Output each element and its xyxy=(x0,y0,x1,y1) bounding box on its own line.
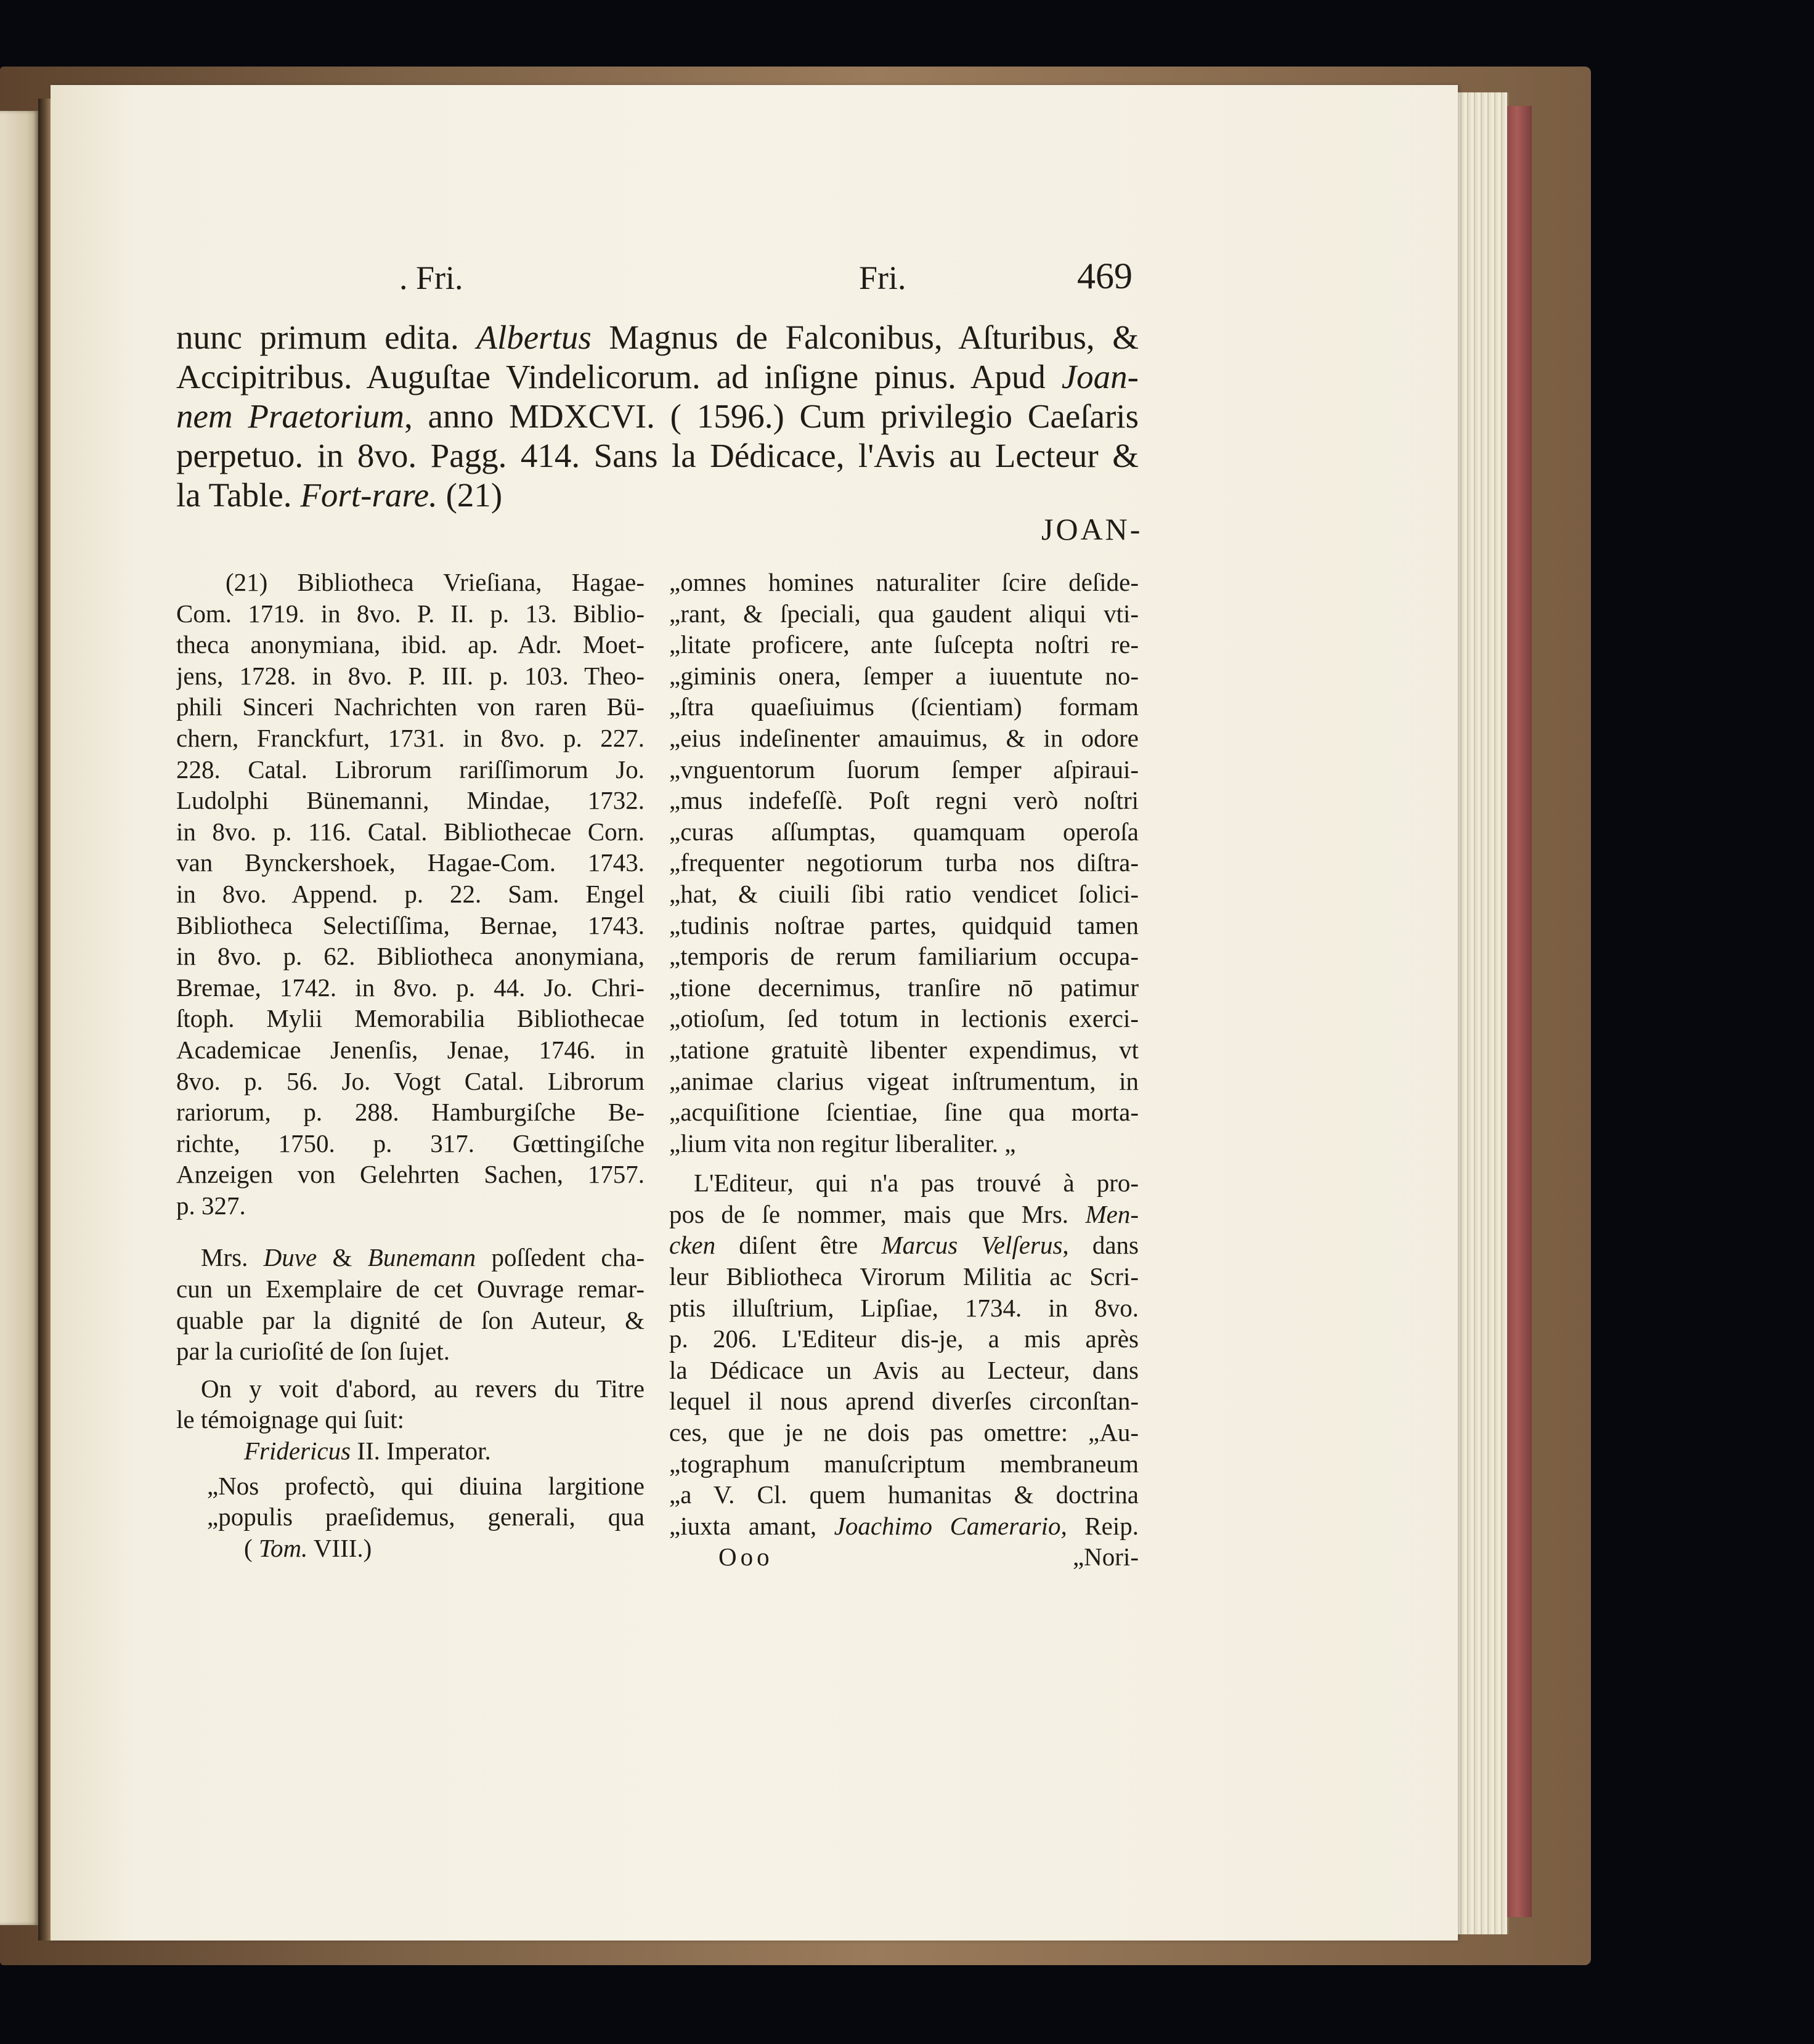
catchword-top: JOAN- xyxy=(1041,512,1143,546)
top-line xyxy=(176,357,1139,397)
quote-line: „ſtra quaeſiuimus (ſcientiam) formam xyxy=(669,692,1139,721)
signature-line xyxy=(669,1541,1139,1573)
quote-line: „tatione gratuitè libenter expendimus, vt xyxy=(669,1035,1139,1064)
footnote-line: chern, Franckfurt, 1731. in 8vo. p. 227. xyxy=(176,723,645,752)
leaf-edges xyxy=(1507,106,1532,1917)
top-line xyxy=(176,397,1139,436)
top-line-run: nem Praetorium xyxy=(176,397,404,435)
footnote-line: 228. Catal. Librorum rariſſimorum Jo. xyxy=(176,755,645,784)
footnote-line: Bibliotheca Selectiſſima, Bernae, 1743. xyxy=(176,910,645,939)
emperor-title xyxy=(176,1435,645,1467)
top-last-line-run: (21) xyxy=(437,476,503,514)
quote-line: „temporis de rerum familiarium occupa- xyxy=(669,942,1139,971)
paragraph-editeur-line xyxy=(669,1261,1139,1292)
paragraph-editeur-line xyxy=(669,1448,1139,1480)
paragraph-editeur-line-run: lequel il nous aprend diverſes circonſtan- xyxy=(669,1387,1139,1416)
paragraph-editeur-line xyxy=(669,1292,1139,1324)
paragraph-editeur-line xyxy=(669,1355,1139,1386)
paragraph-editeur-line-run: „a V. Cl. quem humanitas & doctrina xyxy=(669,1480,1139,1509)
footnote-21 xyxy=(176,567,645,1221)
emperor-name: Fridericus xyxy=(244,1437,351,1466)
paragraph-editeur-line-run: ptis illuſtrium, Lipſiae, 1734. in 8vo. xyxy=(669,1293,1139,1322)
paragraph-editeur-line-run: Reip. xyxy=(1067,1511,1139,1540)
paragraph-editeur-line-run: , dans xyxy=(1062,1231,1139,1260)
paragraph-owners-line-run: & xyxy=(317,1243,368,1272)
quote-line: „tione decernimus, tranſire nō patimur xyxy=(669,973,1139,1002)
paragraph-editeur-line xyxy=(669,1199,1139,1230)
paragraph-owners-line-run: Mrs. xyxy=(201,1243,264,1272)
quote-line: „omnes homines naturaliter ſcire deſide- xyxy=(669,568,1139,596)
footnote-line: in 8vo. Append. p. 22. Sam. Engel xyxy=(176,879,645,908)
paragraph-owners xyxy=(176,1242,645,1366)
book-gutter xyxy=(38,99,52,1941)
top-line-run: , anno MDXCVI. ( 1596.) Cum privilegio Caeſaris xyxy=(404,397,1139,435)
quote-line: „vnguentorum ſuorum ſemper aſpiraui- xyxy=(669,755,1139,784)
top-last-line-run: la Table. xyxy=(176,476,301,514)
paragraph-editeur-line-run: Marcus Velſerus xyxy=(881,1231,1063,1260)
footnote-line: (21) Bibliotheca Vrieſiana, Hagae- xyxy=(226,568,645,596)
paragraph-editeur-line xyxy=(669,1230,1139,1261)
paragraph-editeur-line xyxy=(669,1385,1139,1417)
quote-line: „tudinis noſtrae partes, quidquid tamen xyxy=(669,910,1139,939)
signature-tom-label: Tom. xyxy=(258,1533,308,1562)
paragraph-editeur-line-run: Joachimo Camerario, xyxy=(834,1511,1067,1540)
right-column xyxy=(669,567,1139,1573)
paragraph-editeur-line-run: „tographum manuſcriptum membraneum xyxy=(669,1449,1139,1478)
quote-line: „acquiſitione ſcientiae, ſine qua morta- xyxy=(669,1098,1139,1127)
paragraph-owners-line-run: poſſedent cha- xyxy=(476,1243,645,1272)
paragraph-revers-line: On y voit d'abord, au revers du Titre xyxy=(201,1374,645,1403)
top-line xyxy=(176,318,1139,357)
top-line-run: Albertus xyxy=(476,318,592,356)
paragraph-revers-last: le témoignage qui ſuit: xyxy=(176,1405,405,1434)
footnote-line: Bremae, 1742. in 8vo. p. 44. Jo. Chri- xyxy=(176,973,645,1002)
top-line-run: Accipitribus. Auguſtae Vindelicorum. ad inſigne pinus. Apud xyxy=(176,358,1062,395)
footnote-line: jens, 1728. in 8vo. P. III. p. 103. Theo- xyxy=(176,661,645,690)
footnote-line: van Bynckershoek, Hagae-Com. 1743. xyxy=(176,848,645,877)
top-line-run: Joan- xyxy=(1061,358,1139,395)
page-stack-edge xyxy=(1450,92,1509,1934)
paragraph-owners-line-run: Bunemann xyxy=(367,1243,476,1272)
paragraph-owners-last: par la curioſité de ſon ſujet. xyxy=(176,1337,450,1366)
paragraph-editeur-line-run: Men- xyxy=(1085,1199,1139,1228)
catchword-bottom: „Nori- xyxy=(1072,1543,1139,1572)
top-text-block xyxy=(176,318,1139,515)
quote-line: „rant, & ſpeciali, qua gaudent aliqui vti- xyxy=(669,599,1139,628)
footnote-line: ſtoph. Mylii Memorabilia Bibliothecae xyxy=(176,1004,645,1033)
footnote-line: theca anonymiana, ibid. ap. Adr. Moet- xyxy=(176,630,645,659)
paragraph-owners-line xyxy=(176,1242,645,1273)
paragraph-editeur-line xyxy=(669,1479,1139,1511)
footnote-line: 8vo. p. 56. Jo. Vogt Catal. Librorum xyxy=(176,1066,645,1095)
left-page-edge xyxy=(0,111,38,1925)
paragraph-editeur-line-run: cken xyxy=(669,1231,716,1260)
paragraph-editeur-line-run: ces, que je ne dois pas omettre: „Au- xyxy=(669,1418,1139,1447)
paragraph-revers xyxy=(176,1373,645,1435)
page-number: 469 xyxy=(1077,256,1133,296)
paragraph-owners-line xyxy=(176,1273,645,1305)
footnote-line: in 8vo. p. 116. Catal. Bibliothecae Corn. xyxy=(176,817,645,846)
paragraph-editeur-line xyxy=(669,1323,1139,1355)
top-line-run: perpetuo. in 8vo. Pagg. 414. Sans la Dédicace, l'Avis au Lecteur & xyxy=(176,437,1139,474)
paragraph-editeur-line-run: p. 206. L'Editeur dis-je, a mis après xyxy=(669,1324,1139,1353)
footnote-line: rariorum, p. 288. Hamburgiſche Be- xyxy=(176,1098,645,1127)
paragraph-editeur-line-run: pos de ſe nommer, mais que Mrs. xyxy=(669,1199,1086,1228)
quote-line: „frequenter negotiorum turba nos diſtra- xyxy=(669,848,1139,877)
paragraph-editeur xyxy=(669,1167,1139,1541)
paragraph-editeur-line xyxy=(669,1167,1139,1199)
paragraph-editeur-line-run: leur Bibliotheca Virorum Militia ac Scri- xyxy=(669,1262,1139,1291)
footnote-line: in 8vo. p. 62. Bibliotheca anonymiana, xyxy=(176,942,645,971)
footnote-line: Ludolphi Bünemanni, Mindae, 1732. xyxy=(176,786,645,815)
quote-line: „otioſum, ſed totum in lectionis exerci- xyxy=(669,1004,1139,1033)
footnote-line: Com. 1719. in 8vo. P. II. p. 13. Biblio- xyxy=(176,599,645,628)
paragraph-owners-line-run: cun un Exemplaire de cet Ouvrage remar- xyxy=(176,1275,645,1304)
paragraph-editeur-line-run: la Dédicace un Avis au Lecteur, dans xyxy=(669,1355,1139,1384)
quote-continuation xyxy=(669,567,1139,1128)
emperor-rest: II. Imperator. xyxy=(351,1437,491,1466)
top-line xyxy=(176,436,1139,476)
signature-tom xyxy=(176,1533,645,1564)
footnote-line: richte, 1750. p. 317. Gœttingiſche xyxy=(176,1129,645,1158)
quote-line: „mus indefeſſè. Poſt regni verò noſtri xyxy=(669,786,1139,815)
quote-continuation-last: „lium vita non regitur liberaliter. „ xyxy=(669,1129,1016,1158)
quote-line: „hat, & ciuili ſibi ratio vendicet ſolici- xyxy=(669,879,1139,908)
running-head-center: Fri. xyxy=(859,259,906,296)
paragraph-editeur-line-run: L'Editeur, qui n'a pas trouvé à pro- xyxy=(694,1169,1139,1198)
top-line-run: nunc primum edita. xyxy=(176,318,477,356)
paragraph-editeur-line-run: diſent être xyxy=(715,1231,882,1260)
quote-line: „populis praeſidemus, generali, qua xyxy=(207,1503,645,1531)
top-line-run: Magnus de Falconibus, Aſturibus, & xyxy=(591,318,1139,356)
quote-line: „giminis onera, ſemper a iuuentute no- xyxy=(669,661,1139,690)
footnote-line: phili Sinceri Nachrichten von raren Bü- xyxy=(176,692,645,721)
quote-line: „animae clarius vigeat inſtrumentum, in xyxy=(669,1066,1139,1095)
footnote-line: Academicae Jenenſis, Jenae, 1746. in xyxy=(176,1035,645,1064)
footnote-last-line: p. 327. xyxy=(176,1191,246,1220)
quote-line: „litate proficere, ante ſuſcepta noſtri re- xyxy=(669,630,1139,659)
top-last-line-run: Fort-rare. xyxy=(300,476,437,514)
paragraph-editeur-line xyxy=(669,1511,1139,1542)
paragraph-editeur-line-run: „iuxta amant, xyxy=(669,1511,834,1540)
paragraph-owners-line-run: Duve xyxy=(263,1243,317,1272)
quote-line: „Nos profectò, qui diuina largitione xyxy=(207,1471,645,1500)
paragraph-owners-line-run: quable par la dignité de ſon Auteur, & xyxy=(176,1305,645,1334)
left-column xyxy=(176,567,645,1563)
paragraph-editeur-line xyxy=(669,1417,1139,1448)
footnote-line: Anzeigen von Gelehrten Sachen, 1757. xyxy=(176,1160,645,1189)
signature-mark: Ooo xyxy=(718,1543,773,1572)
running-head-left: . Fri. xyxy=(399,259,463,296)
quote-line: „eius indeſinenter amauimus, & in odore xyxy=(669,723,1139,752)
signature-tom-rest: VIII.) xyxy=(307,1533,372,1562)
top-last-line xyxy=(176,476,1139,515)
quote-line: „curas aſſumptas, quamquam operoſa xyxy=(669,817,1139,846)
paragraph-owners-line xyxy=(176,1305,645,1336)
quote-start xyxy=(176,1470,645,1533)
signature-open: ( xyxy=(244,1533,259,1562)
